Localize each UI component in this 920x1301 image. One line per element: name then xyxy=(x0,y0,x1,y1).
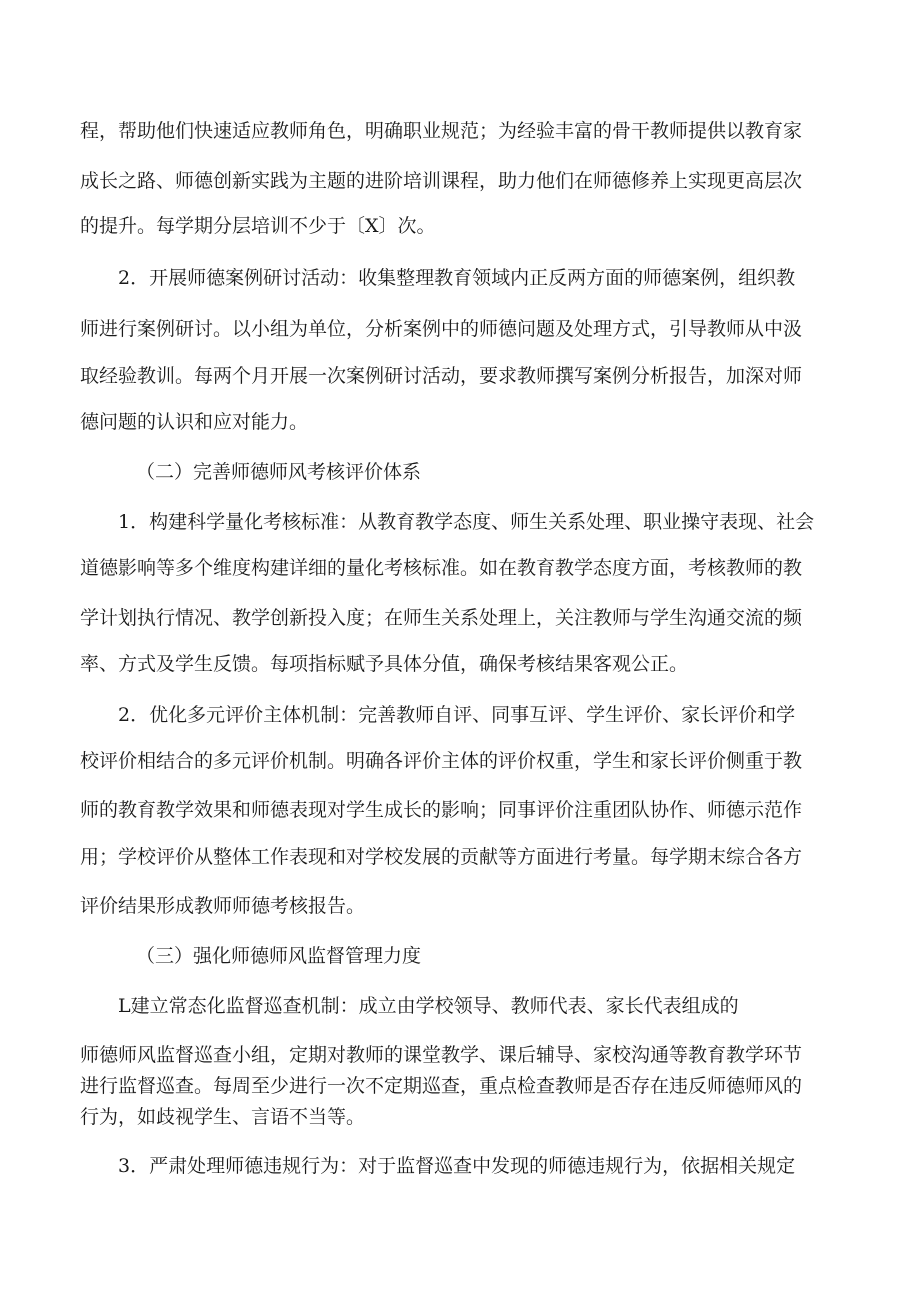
text-line: 的提升。每学期分层培训不少于〔X〕次。 xyxy=(80,215,436,237)
paragraph-start-line: 2．优化多元评价主体机制：完善教师自评、同事互评、学生评价、家长评价和学 xyxy=(118,704,796,726)
paragraph-start-line: 2．开展师德案例研讨活动：收集整理教育领域内正反两方面的师德案例，组织教 xyxy=(118,267,796,289)
text-line: 成长之路、师德创新实践为主题的进阶培训课程，助力他们在师德修养上实现更高层次 xyxy=(80,170,803,192)
text-line: 评价结果形成教师师德考核报告。 xyxy=(80,895,366,917)
text-line: 取经验教训。每两个月开展一次案例研讨活动，要求教师撰写案例分析报告，加深对师 xyxy=(80,365,803,387)
text-line: 用；学校评价从整体工作表现和对学校发展的贡献等方面进行考量。每学期末综合各方 xyxy=(80,846,803,868)
text-line: 师德师风监督巡查小组，定期对教师的课堂教学、课后辅导、家校沟通等教育教学环节 xyxy=(80,1044,803,1066)
text-line: 校评价相结合的多元评价机制。明确各评价主体的评价权重，学生和家长评价侧重于教 xyxy=(80,750,803,772)
paragraph-start-line: L建立常态化监督巡查机制：成立由学校领导、教师代表、家长代表组成的 xyxy=(118,995,739,1017)
paragraph-start-line: 1．构建科学量化考核标准：从教育教学态度、师生关系处理、职业操守表现、社会 xyxy=(118,511,815,533)
text-line: 程，帮助他们快速适应教师角色，明确职业规范；为经验丰富的骨干教师提供以教育家 xyxy=(80,120,803,142)
text-line: 进行监督巡查。每周至少进行一次不定期巡查，重点检查教师是否存在违反师德师风的 xyxy=(80,1075,803,1097)
text-line: 师进行案例研讨。以小组为单位，分析案例中的师德问题及处理方式，引导教师从中汲 xyxy=(80,318,803,340)
text-line: 率、方式及学生反馈。每项指标赋予具体分值，确保考核结果客观公正。 xyxy=(80,653,689,675)
text-line: 道德影响等多个维度构建详细的量化考核标准。如在教育教学态度方面，考核教师的教 xyxy=(80,557,803,579)
paragraph-start-line: 3．严肃处理师德违规行为：对于监督巡查中发现的师德违规行为，依据相关规定 xyxy=(118,1155,796,1177)
text-line: 师的教育教学效果和师德表现对学生成长的影响；同事评价注重团队协作、师德示范作 xyxy=(80,799,803,821)
text-line: 学计划执行情况、教学创新投入度；在师生关系处理上，关注教师与学生沟通交流的频 xyxy=(80,607,803,629)
text-line: 德问题的认识和应对能力。 xyxy=(80,411,309,433)
section-heading: （三）强化师德师风监督管理力度 xyxy=(136,945,422,967)
text-line: 行为，如歧视学生、言语不当等。 xyxy=(80,1106,366,1128)
section-heading: （二）完善师德师风考核评价体系 xyxy=(136,461,422,483)
